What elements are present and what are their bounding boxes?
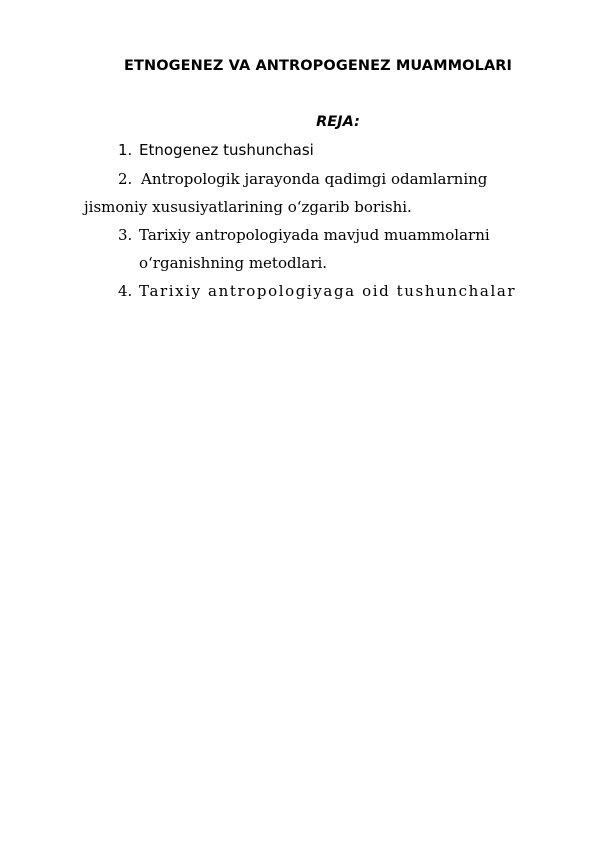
plan-item-2: [118, 170, 132, 188]
plan-item-3-number: 3.: [118, 226, 133, 244]
plan-item-3-text: Tarixiy antropologiyada mavjud muammolarni: [139, 226, 490, 244]
plan-item-2-number: 2.: [118, 170, 133, 188]
plan-item-4: [118, 282, 132, 300]
plan-item-3: [118, 226, 132, 244]
document-title: ETNOGENEZ VA ANTROPOGENEZ MUAMMOLARI: [123, 58, 513, 74]
plan-item-1-number: 1.: [118, 141, 133, 159]
plan-item-1: [118, 141, 132, 159]
plan-item-4-text: Tarixiy antropologiyaga oid tushunchalar: [139, 282, 517, 300]
plan-item-3-continuation: o‘rganishning metodlari.: [139, 254, 328, 272]
plan-heading: REJA:: [316, 114, 360, 130]
plan-item-2-text: Antropologik jarayonda qadimgi odamlarning: [141, 170, 488, 188]
plan-item-4-number: 4.: [118, 282, 133, 300]
plan-item-2-continuation: jismoniy xususiyatlarining o‘zgarib borishi.: [84, 198, 412, 216]
plan-item-1-text: Etnogenez tushunchasi: [139, 141, 314, 159]
